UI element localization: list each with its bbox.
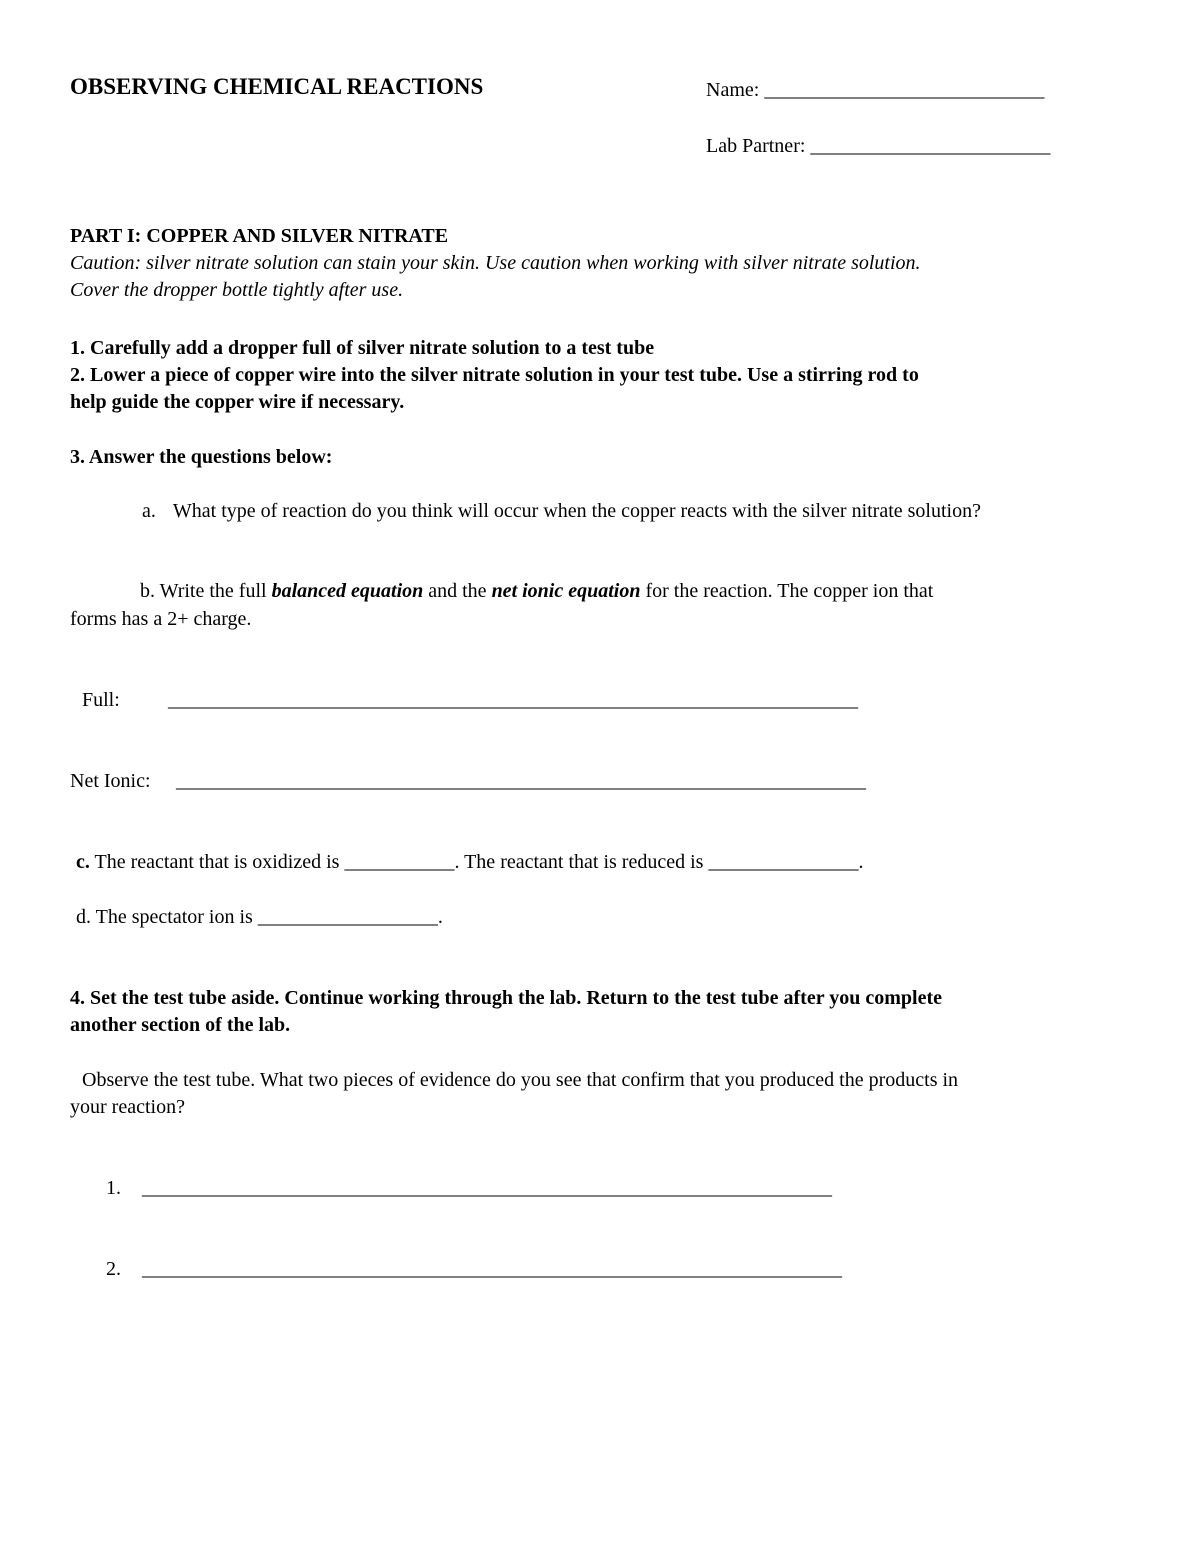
evidence-1-blank: _____________________________________________________________________ [142,1177,832,1199]
question-d [76,903,443,931]
evidence-2-number: 2. [106,1258,121,1280]
question-a-text: What type of reaction do you think will occur when the copper reacts with the silver nitrate solution? [172,500,981,522]
observe-line-2: your reaction? [70,1096,185,1118]
step-3: 3. Answer the questions below: [70,446,333,468]
name-blank: ____________________________ [764,79,1045,101]
question-b-suffix: for the reaction. The copper ion that [640,580,934,602]
observe-line-1: Observe the test tube. What two pieces of evidence do you see that confirm that you produced the products in [82,1069,959,1091]
question-b-line-1 [140,577,933,605]
step-2-line-2: help guide the copper wire if necessary. [70,391,405,413]
question-c-reduced-text: The reactant that is reduced is [464,851,704,873]
full-equation-label: Full: [82,689,120,711]
lab-partner-label: Lab Partner: [706,135,806,157]
step-1: 1. Carefully add a dropper full of silver nitrate solution to a test tube [70,337,655,359]
balanced-equation-term: balanced equation [271,580,424,602]
step-4-line-1: 4. Set the test tube aside. Continue working through the lab. Return to the test tube after you complete [70,987,942,1009]
question-d-blank: __________________. [257,906,443,928]
question-c-oxidized-blank: ___________. [344,851,460,873]
caution-line-1: Caution: silver nitrate solution can stain your skin. Use caution when working with silver nitrate solution. [70,252,921,274]
question-b-and: and the [423,580,492,602]
lab-partner-blank: ________________________ [810,135,1051,157]
lab-partner-field [706,132,1050,160]
page-title: OBSERVING CHEMICAL REACTIONS [70,74,484,99]
question-c-oxidized-text: The reactant that is oxidized is [94,851,340,873]
question-b-prefix: b. Write the full [140,580,272,602]
question-c [76,848,863,876]
question-c-reduced-blank: _______________. [708,851,864,873]
name-field [706,76,1044,104]
step-2-line-1: 2. Lower a piece of copper wire into the silver nitrate solution in your test tube. Use a stirring rod to [70,364,919,386]
full-equation-blank: _____________________________________________________________________ [168,689,858,711]
question-d-label: d. [76,906,91,928]
step-4-line-2: another section of the lab. [70,1014,291,1036]
question-d-text: The spectator ion is [95,906,253,928]
net-ionic-blank: _____________________________________________________________________ [176,770,866,792]
part1-heading: PART I: COPPER AND SILVER NITRATE [70,225,449,247]
evidence-2-blank: ______________________________________________________________________ [142,1258,842,1280]
name-label: Name: [706,79,760,101]
evidence-1-number: 1. [106,1177,121,1199]
question-c-label: c. [76,851,90,873]
net-ionic-label: Net Ionic: [70,770,151,792]
caution-line-2: Cover the dropper bottle tightly after use. [70,279,404,301]
question-a [142,497,981,525]
question-a-label: a. [142,500,156,522]
net-ionic-equation-term: net ionic equation [491,580,641,602]
question-b-line-2: forms has a 2+ charge. [70,608,252,630]
